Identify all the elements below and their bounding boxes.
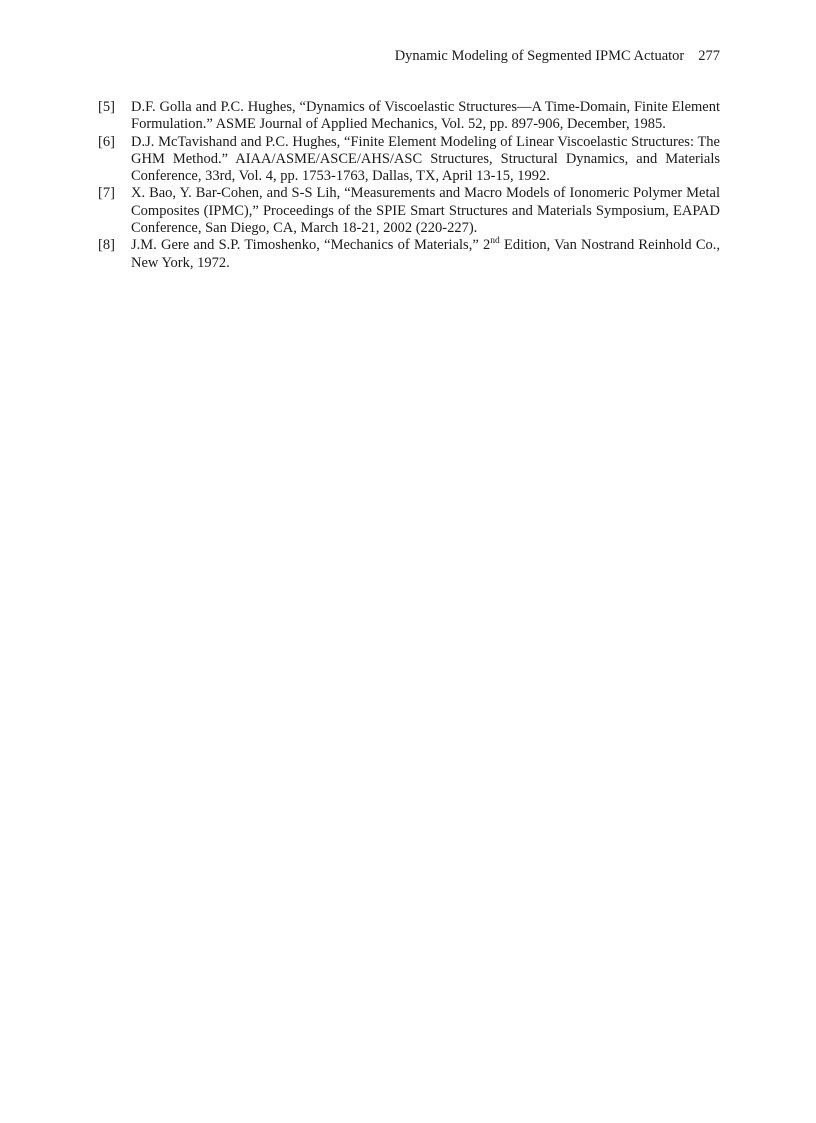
- reference-number: [7]: [98, 185, 115, 202]
- reference-item: [98, 99, 720, 134]
- reference-item: [98, 185, 720, 237]
- running-title: Dynamic Modeling of Segmented IPMC Actuator: [394, 48, 685, 64]
- reference-item: [98, 237, 720, 272]
- reference-number: [8]: [98, 237, 115, 254]
- ordinal-superscript: nd: [490, 236, 500, 247]
- reference-text: D.J. McTavishand and P.C. Hughes, “Finite Element Modeling of Linear Viscoelastic Structures: The GHM Method.” AIAA/ASME/ASCE/AHS/ASC Structures, Structural Dynamics, and Materials Conference, 33rd, Vol. 4, pp. 1753-1763, Dallas, TX, April 13-15, 1992.: [131, 133, 720, 185]
- reference-number: [5]: [98, 99, 115, 115]
- reference-text: [131, 237, 720, 270]
- reference-number: [6]: [98, 133, 115, 150]
- reference-text: X. Bao, Y. Bar-Cohen, and S-S Lih, “Measurements and Macro Models of Ionomeric Polymer Metal Composites (IPMC),” Proceedings of the SPIE Smart Structures and Materials Symposium, EAPAD Conference, San Diego, CA, March 18-21, 2002 (220-227).: [131, 185, 720, 237]
- reference-text-part: Edition, Van Nostrand Reinhold Co., New York, 1972.: [131, 237, 720, 271]
- reference-text-part: J.M. Gere and S.P. Timoshenko, “Mechanics of Materials,” 2: [131, 237, 491, 254]
- page-number: 277: [698, 48, 720, 64]
- reference-item: [98, 134, 720, 186]
- running-header: [395, 47, 720, 65]
- reference-text: D.F. Golla and P.C. Hughes, “Dynamics of Viscoelastic Structures—A Time-Domain, Finite Element Formulation.” ASME Journal of Applied Mechanics, Vol. 52, pp. 897-906, December, 1985.: [131, 99, 720, 133]
- reference-list: [98, 99, 720, 272]
